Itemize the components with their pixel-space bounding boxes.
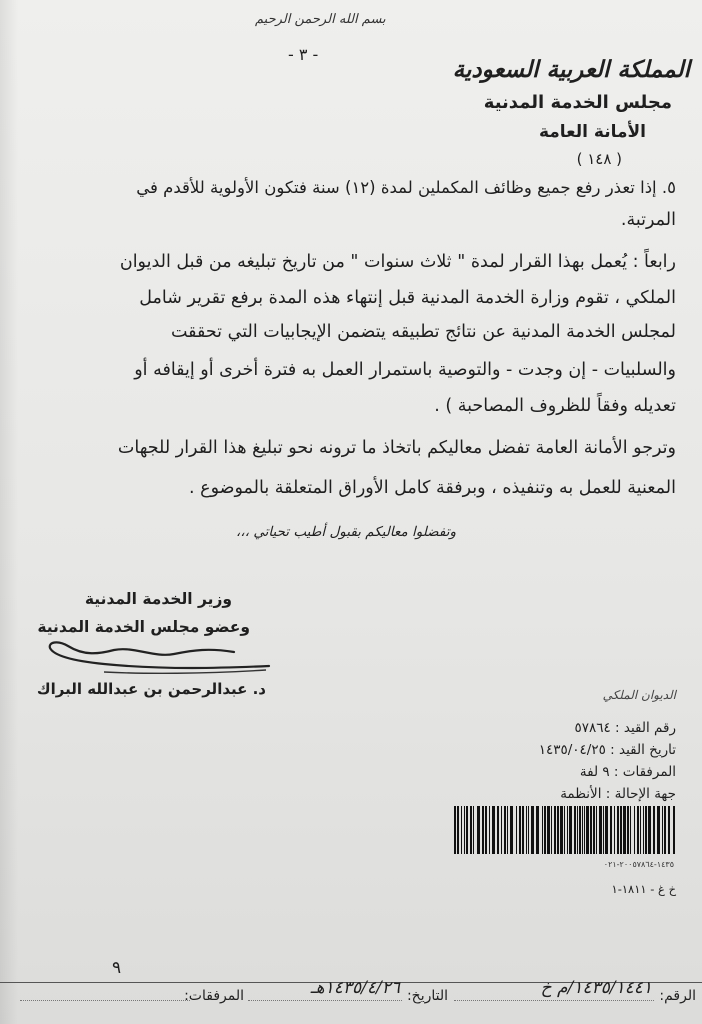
body-line: والسلبيات - إن وجدت - والتوصية باستمرار العمل به فترة أخرى أو إيقافه أو	[134, 360, 676, 380]
barcode-bar	[522, 806, 524, 854]
barcode-bar	[648, 806, 651, 854]
barcode-bar	[643, 806, 644, 854]
barcode-bar	[536, 806, 539, 854]
barcode	[452, 806, 678, 854]
barcode-bar	[593, 806, 595, 854]
closing-greeting: وتفضلوا معاليكم بقبول أطيب تحياتي ،،،	[236, 524, 456, 540]
barcode-bar	[630, 806, 631, 854]
footer-attachments-label: المرفقات:	[184, 988, 244, 1004]
barcode-bar	[657, 806, 660, 854]
barcode-bar	[605, 806, 608, 854]
barcode-bar	[554, 806, 556, 854]
barcode-bar	[653, 806, 655, 854]
body-line: المعنية للعمل به وتنفيذه ، وبرفقة كامل الأوراق المتعلقة بالموضوع .	[189, 478, 676, 498]
barcode-bar	[582, 806, 583, 854]
barcode-bar	[567, 806, 568, 854]
footer-dotted-line	[454, 1000, 654, 1001]
body-line: الملكي ، تقوم وزارة الخدمة المدنية قبل إنتهاء هذه المدة برفع تقرير شامل	[139, 288, 676, 308]
barcode-bar	[664, 806, 666, 854]
barcode-bar	[584, 806, 585, 854]
footer-date-label: التاريخ:	[406, 988, 448, 1004]
barcode-bar	[579, 806, 581, 854]
body-line: لمجلس الخدمة المدنية عن نتائج تطبيقه يتضمن الإيجابيات التي تحققت	[171, 322, 676, 342]
barcode-bar	[596, 806, 597, 854]
barcode-bar	[489, 806, 490, 854]
barcode-bar	[620, 806, 622, 854]
barcode-bar	[470, 806, 472, 854]
barcode-bar	[466, 806, 468, 854]
barcode-bar	[637, 806, 639, 854]
barcode-bar	[564, 806, 565, 854]
barcode-bar	[590, 806, 592, 854]
barcode-bar	[510, 806, 513, 854]
form-code: خ غ - ١٨١١-١	[611, 882, 676, 896]
footer-number-value: ١٤٣٥/١٤٤١/م خ	[540, 978, 652, 998]
footer-dotted-line	[20, 1000, 190, 1001]
barcode-bar	[668, 806, 670, 854]
barcode-bar	[640, 806, 641, 854]
barcode-bar	[614, 806, 615, 854]
barcode-bar	[547, 806, 550, 854]
signatory-name: د. عبدالرحمن بن عبدالله البراك	[36, 680, 266, 698]
barcode-bar	[526, 806, 527, 854]
barcode-bar	[662, 806, 663, 854]
barcode-bar	[542, 806, 543, 854]
royal-court-stamp: الديوان الملكي	[602, 688, 676, 702]
barcode-bar	[645, 806, 647, 854]
body-line: تعديله وفقاً للظروف المصاحبة ) .	[434, 396, 676, 416]
barcode-bar	[461, 806, 462, 854]
barcode-bar	[473, 806, 474, 854]
barcode-bar	[544, 806, 546, 854]
barcode-bar	[516, 806, 517, 854]
secretariat-heading: الأمانة العامة	[538, 122, 646, 142]
council-heading: مجلس الخدمة المدنية	[483, 92, 672, 113]
barcode-bar	[623, 806, 626, 854]
barcode-bar	[560, 806, 563, 854]
barcode-bar	[485, 806, 487, 854]
barcode-bar	[574, 806, 576, 854]
footer-number-label: الرقم:	[659, 988, 696, 1004]
barcode-bar	[501, 806, 502, 854]
barcode-bar	[492, 806, 495, 854]
barcode-bar	[504, 806, 506, 854]
barcode-bar	[477, 806, 480, 854]
record-date: تاريخ القيد : ١٤٣٥/٠٤/٢٥	[538, 742, 676, 758]
barcode-bar	[599, 806, 602, 854]
barcode-bar	[528, 806, 529, 854]
body-line: وترجو الأمانة العامة تفضل معاليكم باتخاذ ما ترونه نحو تبليغ هذا القرار للجهات	[117, 438, 676, 458]
barcode-bar	[627, 806, 629, 854]
barcode-bar	[454, 806, 456, 854]
referral-party: جهة الإحالة : الأنظمة	[560, 786, 676, 802]
barcode-bar	[551, 806, 552, 854]
attachments-count: المرفقات : ٩ لفة	[579, 764, 676, 780]
barcode-bar	[464, 806, 465, 854]
page-number: - ٣ -	[288, 45, 319, 64]
barcode-bar	[603, 806, 604, 854]
barcode-bar	[586, 806, 589, 854]
barcode-bar	[617, 806, 619, 854]
body-line: رابعاً : يُعمل بهذا القرار لمدة " ثلاث سنوات " من تاريخ تبليغه من قبل الديوان	[119, 252, 676, 272]
barcode-bar	[497, 806, 499, 854]
handwritten-signature	[44, 628, 274, 678]
footer-date-value: ١٤٣٥/٤/٢٦هـ	[310, 978, 400, 998]
barcode-bar	[634, 806, 635, 854]
barcode-bar	[577, 806, 578, 854]
barcode-bar	[610, 806, 612, 854]
barcode-bar	[557, 806, 559, 854]
body-line: ٥. إذا تعذر رفع جميع وظائف المكملين لمدة (١٢) سنة فتكون الأولوية للأقدم في	[136, 178, 676, 197]
signatory-title: وزير الخدمة المدنية	[84, 590, 232, 608]
barcode-bar	[531, 806, 534, 854]
barcode-number: ١٤٣٥-٢٠٠٥٧٨٦٤-٠٢١	[603, 860, 674, 869]
barcode-bar	[457, 806, 459, 854]
signatory-role: وعضو مجلس الخدمة المدنية	[37, 618, 250, 636]
barcode-bar	[519, 806, 521, 854]
barcode-bar	[482, 806, 484, 854]
barcode-bar	[507, 806, 508, 854]
scan-edge-shadow	[0, 0, 18, 1024]
barcode-bar	[569, 806, 572, 854]
barcode-bar	[673, 806, 675, 854]
basmala: بسم الله الرحمن الرحيم	[255, 12, 386, 27]
record-number: رقم القيد : ٥٧٨٦٤	[574, 720, 676, 736]
footer-attachments-value: ٩	[112, 958, 122, 978]
body-line: المرتبة.	[620, 210, 676, 230]
footer-dotted-line	[248, 1000, 402, 1001]
reference-number: ( ١٤٨ )	[576, 150, 622, 168]
kingdom-heading: المملكة العربية السعودية	[452, 56, 690, 83]
